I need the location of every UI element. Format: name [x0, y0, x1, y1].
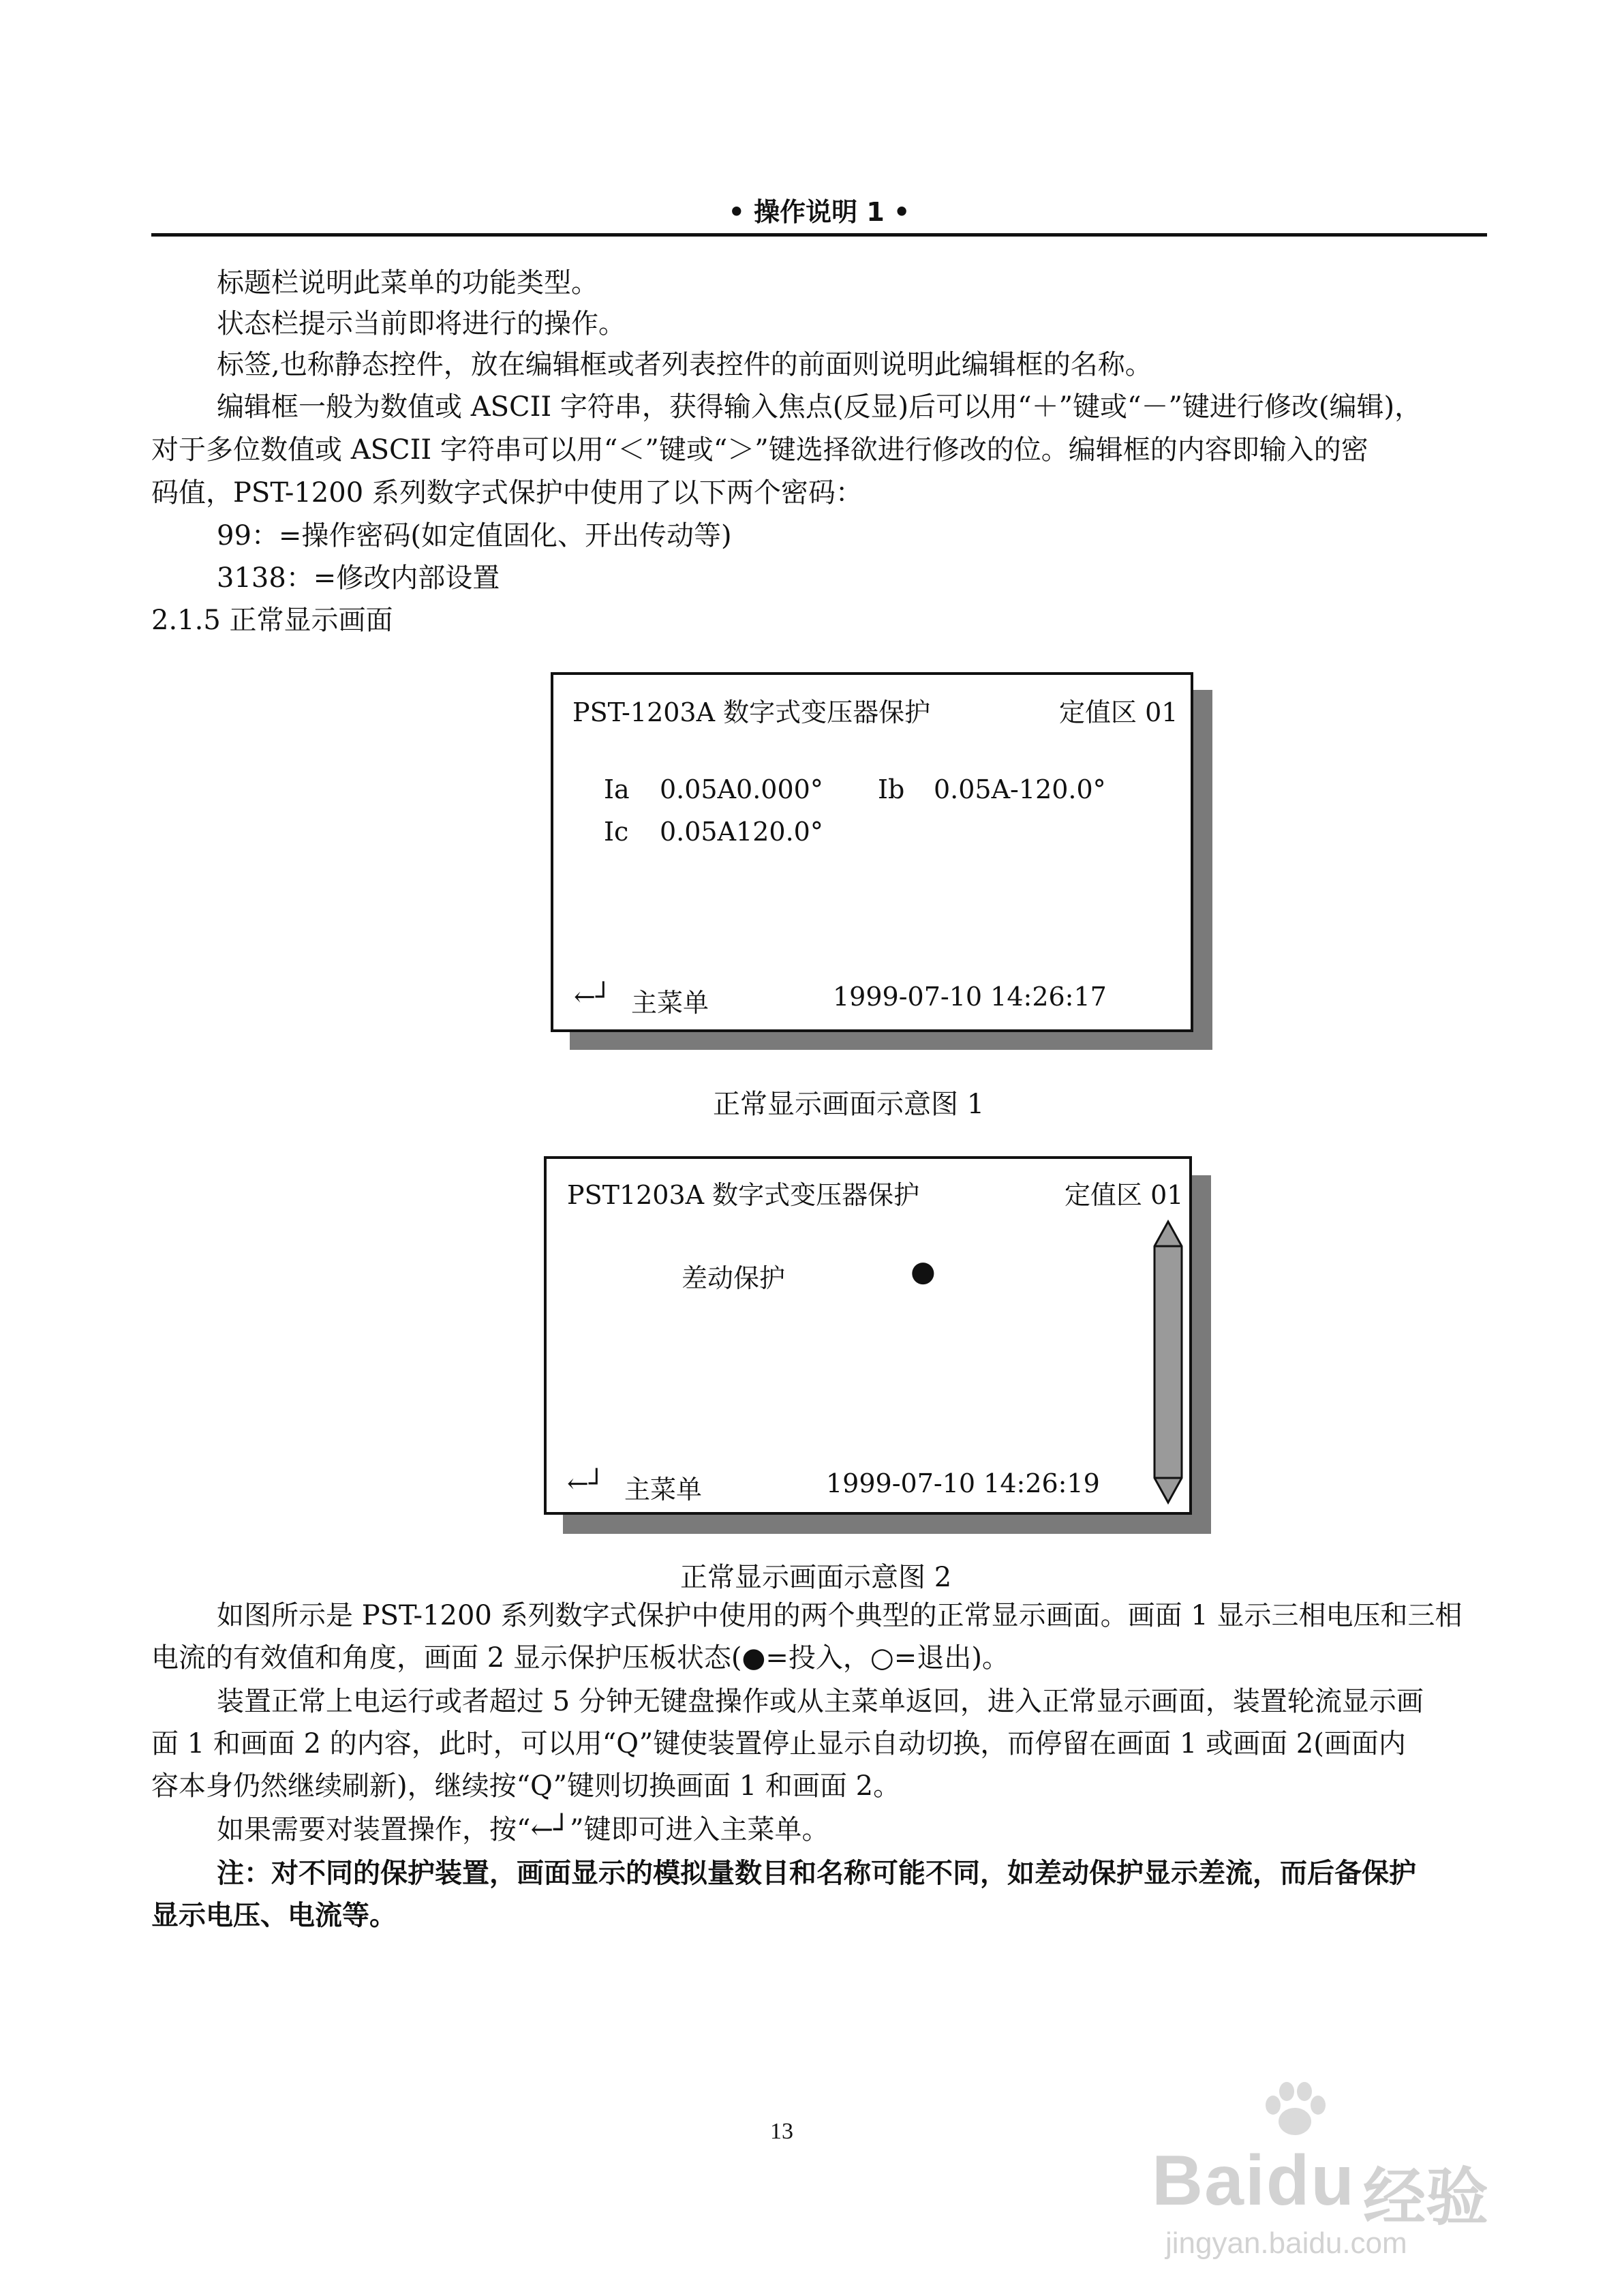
figure1-caption: 正常显示画面示意图 1	[713, 1089, 985, 1120]
paragraph-switching-line3: 容本身仍然继续刷新)，继续按“Q”键则切换画面 1 和画面 2。	[151, 1770, 901, 1802]
screen1-ia-value: 0.05A0.000°	[660, 774, 823, 804]
paragraph-switching-line1: 装置正常上电运行或者超过 5 分钟无键盘操作或从主菜单返回，进入正常显示画面，装置轮流显示画	[217, 1686, 1424, 1717]
scrollbar[interactable]	[1152, 1219, 1184, 1505]
note-line2: 显示电压、电流等。	[151, 1899, 397, 1931]
screen1-ic-value: 0.05A120.0°	[660, 817, 823, 847]
paragraph-enter-menu: 如果需要对装置操作，按“←┘”键即可进入主菜单。	[217, 1814, 829, 1845]
screen1-ib-value: 0.05A-120.0°	[934, 774, 1106, 804]
paw-icon	[1254, 2079, 1336, 2141]
screen2-title: PST1203A 数字式变压器保护	[567, 1180, 920, 1210]
screen2-datetime: 1999-07-10 14:26:19	[826, 1468, 1100, 1498]
screen1-main-menu: 主菜单	[631, 988, 709, 1018]
paragraph-password-99: 99：=操作密码(如定值固化、开出传动等)	[217, 520, 732, 552]
status-dot-icon: ●	[911, 1254, 936, 1288]
screen1-ia-label: Ia	[604, 774, 630, 804]
paragraph-editbox-line3: 码值，PST-1200 系列数字式保护中使用了以下两个密码：	[151, 477, 863, 509]
screen1-ib-label: Ib	[878, 774, 905, 804]
enter-key-icon: ←┘	[574, 982, 611, 1012]
watermark-brand-du: du	[1266, 2141, 1356, 2220]
screen1-datetime: 1999-07-10 14:26:17	[833, 982, 1107, 1012]
section-heading: 2.1.5 正常显示画面	[151, 605, 393, 636]
paragraph-figures-line1: 如图所示是 PST-1200 系列数字式保护中使用的两个典型的正常显示画面。画面 1 显示三相电压和三相	[217, 1600, 1463, 1631]
note-line1: 注：对不同的保护装置，画面显示的模拟量数目和名称可能不同，如差动保护显示差流，而后备保护	[217, 1857, 1416, 1889]
paragraph-editbox-line1: 编辑框一般为数值或 ASCII 字符串，获得输入焦点(反显)后可以用“＋”键或“－”键进行修改(编辑)，	[217, 391, 1422, 423]
screen2-setting-zone: 定值区 01	[1065, 1180, 1184, 1210]
screen1-setting-zone: 定值区 01	[1059, 697, 1178, 727]
header-rule	[151, 233, 1487, 237]
baidu-jingyan-watermark	[1152, 2079, 1533, 2260]
paragraph-password-3138: 3138：=修改内部设置	[217, 562, 500, 594]
page-header: • 操作说明 1 •	[728, 197, 911, 227]
enter-key-icon: ←┘	[567, 1468, 605, 1498]
paragraph-label: 标签,也称静态控件，放在编辑框或者列表控件的前面则说明此编辑框的名称。	[217, 349, 1152, 380]
screen2-diff-protection-label: 差动保护	[682, 1263, 786, 1293]
screen1-ic-label: Ic	[604, 817, 629, 847]
screen1-frame	[551, 672, 1193, 1032]
page-number: 13	[770, 2119, 793, 2144]
watermark-jingyan: 经验	[1363, 2163, 1489, 2233]
paragraph-titlebar: 标题栏说明此菜单的功能类型。	[217, 267, 598, 299]
figure2-caption: 正常显示画面示意图 2	[680, 1562, 952, 1593]
paragraph-statusbar: 状态栏提示当前即将进行的操作。	[217, 308, 626, 339]
watermark-url: jingyan.baidu.com	[1165, 2226, 1407, 2260]
paragraph-figures-line2: 电流的有效值和角度，画面 2 显示保护压板状态(●=投入，○=退出)。	[151, 1642, 1009, 1674]
paragraph-switching-line2: 面 1 和画面 2 的内容，此时，可以用“Q”键使装置停止显示自动切换，而停留在画面 1 或画面 2(画面内	[151, 1728, 1406, 1759]
screen2-frame	[544, 1156, 1192, 1515]
screen2-main-menu: 主菜单	[624, 1475, 703, 1505]
scrollbar-thumb[interactable]	[1154, 1222, 1182, 1502]
watermark-brand: Bai	[1152, 2141, 1266, 2220]
paragraph-editbox-line2: 对于多位数值或 ASCII 字符串可以用“＜”键或“＞”键选择欲进行修改的位。编辑框的内容即输入的密	[151, 434, 1368, 466]
screen1-title: PST-1203A 数字式变压器保护	[572, 697, 931, 727]
